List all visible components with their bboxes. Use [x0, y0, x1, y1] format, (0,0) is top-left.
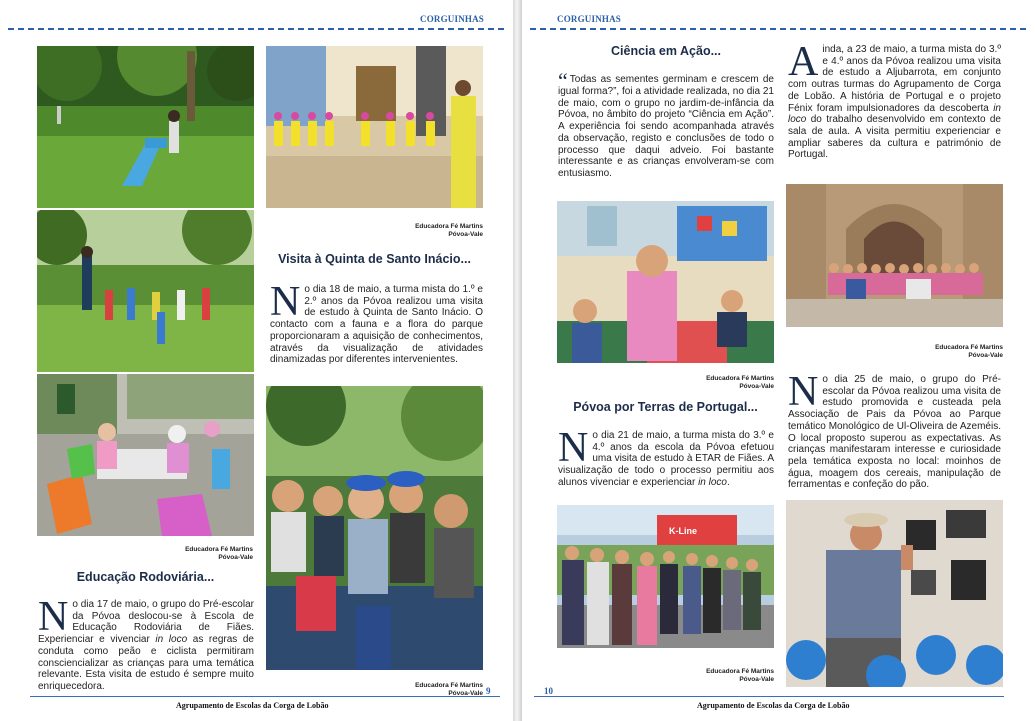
quinta-headline: Visita à Quinta de Santo Inácio... [278, 252, 471, 266]
portugal-text-b: . [726, 476, 730, 488]
credit-place: Póvoa-Vale [968, 352, 1003, 359]
credit-place: Póvoa-Vale [448, 231, 483, 238]
rodoviaria-text-a: o dia 17 de maio, o grupo do Pré-escolar da Póvoa deslocou-se à Escola de Educação Rodoviária de Fiães. Experienciar e vivenciar [38, 599, 254, 646]
credit-name: Educadora Fé Martins [415, 223, 483, 230]
credit-name: Educadora Fé Martins [706, 375, 774, 382]
rodoviaria-text-b: as regras de conduta como peão e ciclista permitiram consciencializar as crianças para uma temática relevante. Esta visita de estudo é sempre muito enriquecedora. [38, 634, 254, 692]
footer-text: Agrupamento de Escolas da Corga de Lobão [697, 701, 850, 710]
photo-children-table [37, 374, 254, 536]
credit-name: Educadora Fé Martins [415, 682, 483, 689]
rodoviaria-article [38, 594, 254, 693]
photo-school-entrance [266, 46, 483, 208]
credit-name: Educadora Fé Martins [935, 344, 1003, 351]
rodoviaria-headline: Educação Rodoviária... [76, 570, 215, 584]
photo-credit [890, 344, 1003, 360]
aljubarrota-text-em: in loco [788, 102, 1001, 126]
header-title: CORGUINHAS [557, 14, 622, 24]
credit-place: Póvoa-Vale [448, 690, 483, 697]
photo-students-etar [557, 505, 774, 648]
rodoviaria-text-em: in loco [155, 634, 188, 646]
aljubarrota-text-a: inda, a 23 de maio, a turma mista do 3.º e 4.º anos da Póvoa realizou uma visita de estudo a Aljubarrota, em conjunto com outras turmas do Agrupamento de Corga de Lobão. A história de Portugal e o projeto Fénix foram impulsionadores da descoberta [788, 44, 1001, 114]
page-left [0, 0, 513, 721]
ciencia-headline: Ciência em Ação... [611, 44, 721, 58]
portugal-text-em: in loco [698, 476, 727, 488]
quinta-article [270, 279, 483, 366]
ciencia-article [558, 68, 774, 180]
aljubarrota-text-b: do trabalho desenvolvido em contexto de sala de aula. A visita permitiu experienciar e ampliar saberes da cultura e património de Portugal. [788, 114, 1001, 161]
photo-museum [786, 500, 1003, 687]
photo-credit [370, 223, 483, 239]
photo-credit [661, 375, 774, 391]
moinho-dropcap: N [788, 369, 819, 415]
photo-park-slide [37, 46, 254, 208]
footer-divider [534, 696, 1004, 697]
photo-classroom [557, 201, 774, 363]
quinta-text: o dia 18 de maio, a turma mista do 1.º e 2.º anos da Póvoa realizou uma visita de estudo à Quinta de Santo Inácio. O contacto com a fauna e a flora do parque proporcionaram a aquisição de conhecimentos, através da visualização de atividades dinamizadas por diferentes intervenientes. [270, 284, 483, 366]
portugal-article [558, 425, 774, 489]
moinho-article [788, 369, 1001, 491]
page-number: 9 [486, 686, 491, 696]
quinta-dropcap: N [270, 279, 301, 325]
header-divider [530, 28, 1026, 30]
kline-sign: K-Line [669, 526, 697, 536]
quote-mark: “ [558, 68, 568, 93]
page-number: 10 [544, 686, 553, 696]
header-title: CORGUINHAS [420, 14, 485, 24]
credit-place: Póvoa-Vale [218, 554, 253, 561]
credit-name: Educadora Fé Martins [706, 668, 774, 675]
credit-place: Póvoa-Vale [739, 676, 774, 683]
photo-monastery [786, 184, 1003, 327]
page-gutter [513, 0, 522, 721]
rodoviaria-dropcap: N [38, 594, 69, 640]
photo-kids-caps [266, 386, 483, 670]
page-right [522, 0, 1035, 721]
header-divider [8, 28, 504, 30]
portugal-dropcap: N [558, 425, 589, 471]
footer-text: Agrupamento de Escolas da Corga de Lobão [176, 701, 329, 710]
portugal-headline: Póvoa por Terras de Portugal... [573, 400, 758, 414]
photo-credit [661, 668, 774, 684]
aljubarrota-article [788, 39, 1001, 161]
footer-divider [30, 696, 500, 697]
moinho-text: o dia 25 de maio, o grupo do Pré-escolar da Póvoa realizou uma visita de estudo promovida e custeada pela Associação de Pais da Póvoa ao Parque temático Monológico de Ul-Oliveira de Azeméis. O local proposto superou as expectativas. As crianças manifestaram interesse e curiosidade pela temática exposta no local: moinhos de água, moagem dos cereais, manipulação de ferramentas e confeção do pão. [788, 374, 1001, 491]
aljubarrota-dropcap: A [788, 39, 819, 85]
portugal-text-a: o dia 21 de maio, a turma mista do 3.º e 4.º anos da escola da Póvoa efetuou uma visita de estudo à ETAR de Fiães. A visualização de todo o processo permitiu aos alunos vivenciar e experienciar [558, 430, 774, 488]
credit-place: Póvoa-Vale [739, 383, 774, 390]
photo-children-circle [37, 210, 254, 372]
photo-credit [140, 546, 253, 562]
credit-name: Educadora Fé Martins [185, 546, 253, 553]
ciencia-text: Todas as sementes germinam e crescem de igual forma?”, foi a atividade realizada, no dia 21 de maio, com o grupo no jardim-de-infância da Póvoa, no âmbito do projeto “Ciência em Ação”. A experiência foi sendo acompanhada através da observação, registo e conclusões de todo o processo que daqui adveio. Foi bastante interessante e as crianças envolveram-se com entusiasmo. [558, 74, 774, 179]
